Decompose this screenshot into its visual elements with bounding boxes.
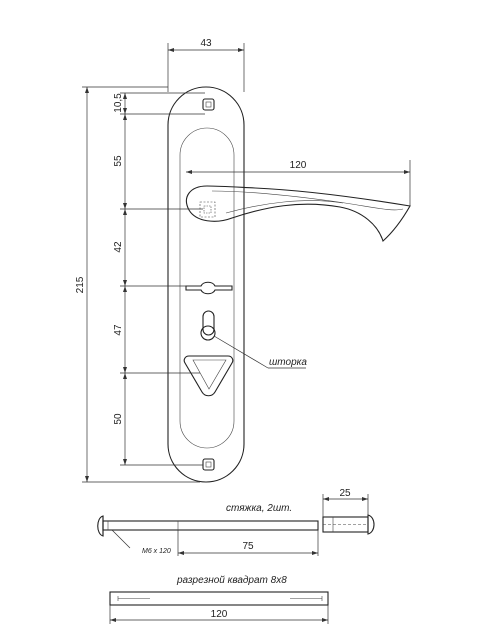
bolt-spec-label: M6 x 120 xyxy=(142,548,171,555)
dim-47-label: 47 xyxy=(113,324,124,336)
bolts-label: стяжка, 2шт. xyxy=(226,503,293,514)
dim-top-offset-label: 10,5 xyxy=(113,93,124,113)
shutter-leader xyxy=(214,336,268,368)
shutter-label: шторка xyxy=(269,357,307,368)
dim-bolt-head-label: 25 xyxy=(339,488,351,499)
split-square-spindle xyxy=(110,575,328,624)
dim-plate-width xyxy=(168,38,244,92)
spindle-square xyxy=(200,202,215,217)
square-label: разрезной квадрат 8x8 xyxy=(177,575,287,586)
top-mounting-hole xyxy=(203,99,214,110)
dim-50-label: 50 xyxy=(113,413,124,425)
backplate-inner-panel xyxy=(180,128,234,448)
dim-bolt-length-label: 75 xyxy=(242,541,254,552)
lever-handle xyxy=(186,186,410,241)
backplate xyxy=(168,87,244,482)
bolt-shaft xyxy=(103,521,318,530)
dim-42-label: 42 xyxy=(113,241,124,253)
left-dimensions xyxy=(75,87,205,482)
thumb-turn xyxy=(186,282,232,294)
keyhole-shutter xyxy=(184,311,307,396)
connecting-bolts xyxy=(98,488,374,556)
dim-55-label: 55 xyxy=(113,155,124,167)
sleeve-head xyxy=(368,515,374,534)
thumb-turn-slot xyxy=(186,282,232,294)
keyhole-slot xyxy=(203,311,214,335)
bolt-head xyxy=(98,516,103,536)
dim-total-height-label: 215 xyxy=(75,276,86,294)
dim-handle-length xyxy=(186,160,410,206)
dim-square-length-label: 120 xyxy=(210,609,228,620)
triangle-cover xyxy=(184,356,233,396)
dim-handle-length-label: 120 xyxy=(289,160,307,171)
bottom-mounting-hole xyxy=(203,459,214,470)
dim-plate-width-label: 43 xyxy=(200,38,212,49)
lever-outline xyxy=(186,186,410,241)
